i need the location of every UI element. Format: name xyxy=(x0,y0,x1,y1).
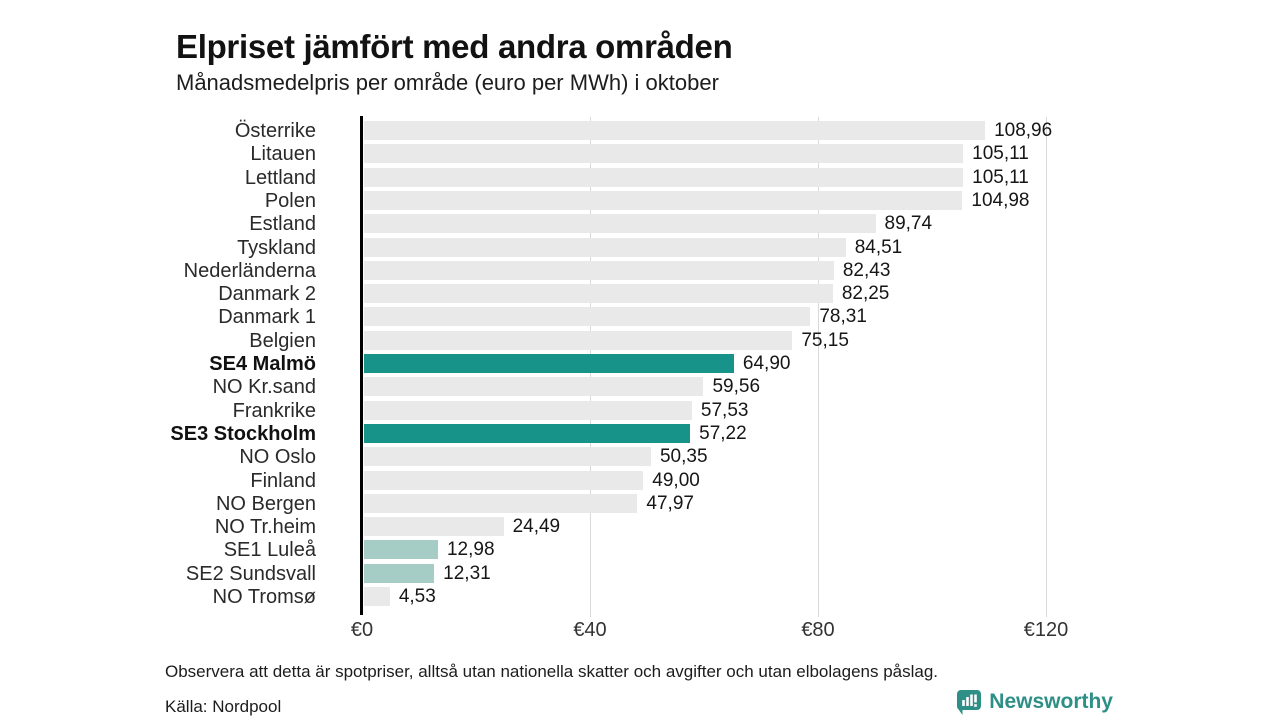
bar xyxy=(364,284,833,303)
value-label: 64,90 xyxy=(742,353,791,374)
category-label: NO Kr.sand xyxy=(212,376,316,399)
category-label: Belgien xyxy=(249,329,316,352)
value-label: 82,25 xyxy=(841,283,890,305)
bar xyxy=(364,238,846,257)
y-axis-line xyxy=(360,116,363,615)
value-label: 105,11 xyxy=(972,143,1029,165)
bar xyxy=(364,214,876,233)
chart-title: Elpriset jämfört med andra områden xyxy=(176,28,733,66)
bar xyxy=(364,564,434,583)
value-label: 57,53 xyxy=(700,399,749,421)
category-label: Litauen xyxy=(250,143,316,166)
category-label: Tyskland xyxy=(237,236,316,259)
bar xyxy=(364,540,438,559)
value-label: 57,22 xyxy=(699,422,747,444)
x-axis-tick-label: €80 xyxy=(801,619,835,641)
bar xyxy=(364,307,810,326)
category-label: Nederländerna xyxy=(183,259,316,282)
category-label: Lettland xyxy=(244,166,316,189)
category-label: Danmark 2 xyxy=(218,283,316,306)
value-label: 59,56 xyxy=(712,376,761,398)
category-label: SE2 Sundsvall xyxy=(185,562,316,585)
category-label: Danmark 1 xyxy=(218,306,316,329)
category-label: Estland xyxy=(249,213,316,236)
category-label: Finland xyxy=(250,469,316,492)
x-axis-tick-label: €40 xyxy=(573,619,607,641)
bar xyxy=(364,261,834,280)
bar xyxy=(364,494,637,513)
newsworthy-logo xyxy=(956,689,1113,715)
bar xyxy=(364,354,734,373)
bar xyxy=(364,121,985,140)
value-label: 24,49 xyxy=(512,516,561,538)
x-axis-tick-label: €120 xyxy=(1023,619,1069,641)
value-label: 105,11 xyxy=(972,166,1029,188)
bar xyxy=(364,331,792,350)
category-label: Österrike xyxy=(234,120,316,142)
category-label: Frankrike xyxy=(232,399,316,422)
value-label: 75,15 xyxy=(801,329,849,351)
bar xyxy=(364,471,643,490)
value-label: 104,98 xyxy=(971,189,1030,211)
footnote: Observera att detta är spotpriser, alltså utan nationella skatter och avgifter och utan elbolagens påslag. xyxy=(165,662,939,681)
bar xyxy=(364,424,690,443)
newsworthy-wordmark: Newsworthy xyxy=(989,690,1113,713)
value-label: 89,74 xyxy=(884,213,933,235)
bar xyxy=(364,401,692,420)
bar xyxy=(364,168,963,187)
category-label: SE4 Malmö xyxy=(209,353,316,375)
category-label: NO Bergen xyxy=(215,492,316,515)
chart-subtitle: Månadsmedelpris per område (euro per MWh) i oktober xyxy=(176,70,719,95)
category-label: NO Tromsø xyxy=(212,586,316,608)
bar xyxy=(364,377,703,396)
x-axis-tick-label: €0 xyxy=(350,619,374,641)
newsworthy-bubble-chart-icon xyxy=(956,689,982,715)
value-label: 50,35 xyxy=(659,446,708,468)
value-label: 12,98 xyxy=(446,539,495,561)
value-label: 108,96 xyxy=(994,120,1053,141)
value-label: 78,31 xyxy=(819,306,867,328)
value-label: 4,53 xyxy=(398,586,436,607)
category-label: SE3 Stockholm xyxy=(170,422,316,445)
value-label: 84,51 xyxy=(854,236,903,258)
value-label: 82,43 xyxy=(842,259,891,281)
category-label: NO Oslo xyxy=(239,446,316,469)
gridline xyxy=(1046,117,1047,617)
value-label: 47,97 xyxy=(646,492,694,514)
bar xyxy=(364,587,390,606)
value-label: 12,31 xyxy=(443,562,491,584)
source-credit: Källa: Nordpool xyxy=(165,697,282,716)
bar xyxy=(364,144,963,163)
category-label: Polen xyxy=(264,189,316,212)
bar xyxy=(364,447,651,466)
category-label: NO Tr.heim xyxy=(214,516,316,539)
bar xyxy=(364,517,504,536)
value-label: 49,00 xyxy=(652,469,700,491)
category-label: SE1 Luleå xyxy=(223,539,316,562)
bar xyxy=(364,191,962,210)
